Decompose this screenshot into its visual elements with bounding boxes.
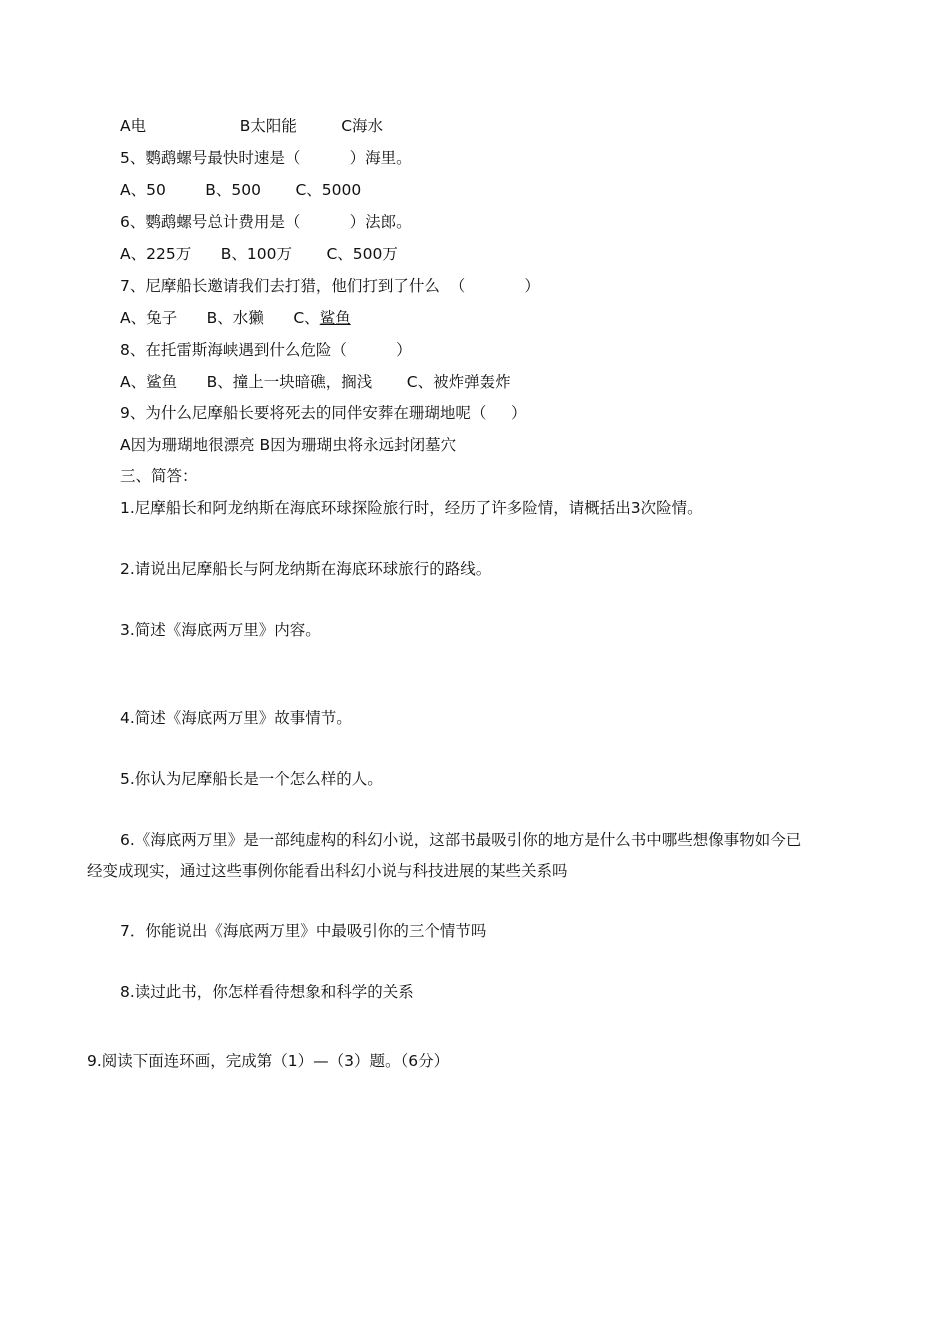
short-answer-6-line2: 经变成现实，通过这些事例你能看出科幻小说与科技进展的某些关系吗: [87, 862, 568, 880]
short-answer-4: 4.简述《海底两万里》故事情节。: [120, 709, 352, 727]
question-6: 6、鹦鹉螺号总计费用是（ ）法郎。: [120, 213, 412, 231]
question-9-comic: 9.阅读下面连环画，完成第（1）—（3）题。（6分）: [87, 1052, 450, 1070]
q7-options: [120, 308, 351, 328]
q5-options: A、50 B、500 C、5000: [120, 181, 362, 199]
question-5: 5、鹦鹉螺号最快时速是（ ）海里。: [120, 149, 412, 167]
q6-options: A、225万 B、100万 C、500万: [120, 245, 398, 263]
q7-option-c-underlined: 鲨鱼: [319, 309, 351, 327]
question-8: 8、在托雷斯海峡遇到什么危险（ ）: [120, 341, 412, 359]
section-3-heading: 三、简答：: [120, 467, 198, 485]
q9-options: A因为珊瑚地很漂亮 B因为珊瑚虫将永远封闭墓穴: [120, 436, 457, 454]
question-7: 7、尼摩船长邀请我们去打猎，他们打到了什么 （ ）: [120, 277, 540, 295]
q4-options: A电 B太阳能 C海水: [120, 117, 384, 135]
question-9: 9、为什么尼摩船长要将死去的同伴安葬在珊瑚地呢（ ）: [120, 404, 527, 422]
short-answer-3: 3.简述《海底两万里》内容。: [120, 621, 321, 639]
short-answer-2: 2.请说出尼摩船长与阿龙纳斯在海底环球旅行的路线。: [120, 560, 492, 578]
short-answer-6-line1: 6.《海底两万里》是一部纯虚构的科幻小说，这部书最吸引你的地方是什么书中哪些想像事物如今已: [120, 831, 802, 849]
short-answer-5: 5.你认为尼摩船长是一个怎么样的人。: [120, 770, 383, 788]
short-answer-1: 1.尼摩船长和阿龙纳斯在海底环球探险旅行时，经历了许多险情，请概括出3次险情。: [120, 499, 703, 517]
q7-options-text: A、兔子 B、水獭 C、: [120, 309, 320, 327]
short-answer-8: 8.读过此书，你怎样看待想象和科学的关系: [120, 983, 414, 1001]
q8-options: A、鲨鱼 B、撞上一块暗礁，搁浅 C、被炸弹轰炸: [120, 373, 511, 391]
short-answer-7: 7．你能说出《海底两万里》中最吸引你的三个情节吗: [120, 922, 487, 940]
